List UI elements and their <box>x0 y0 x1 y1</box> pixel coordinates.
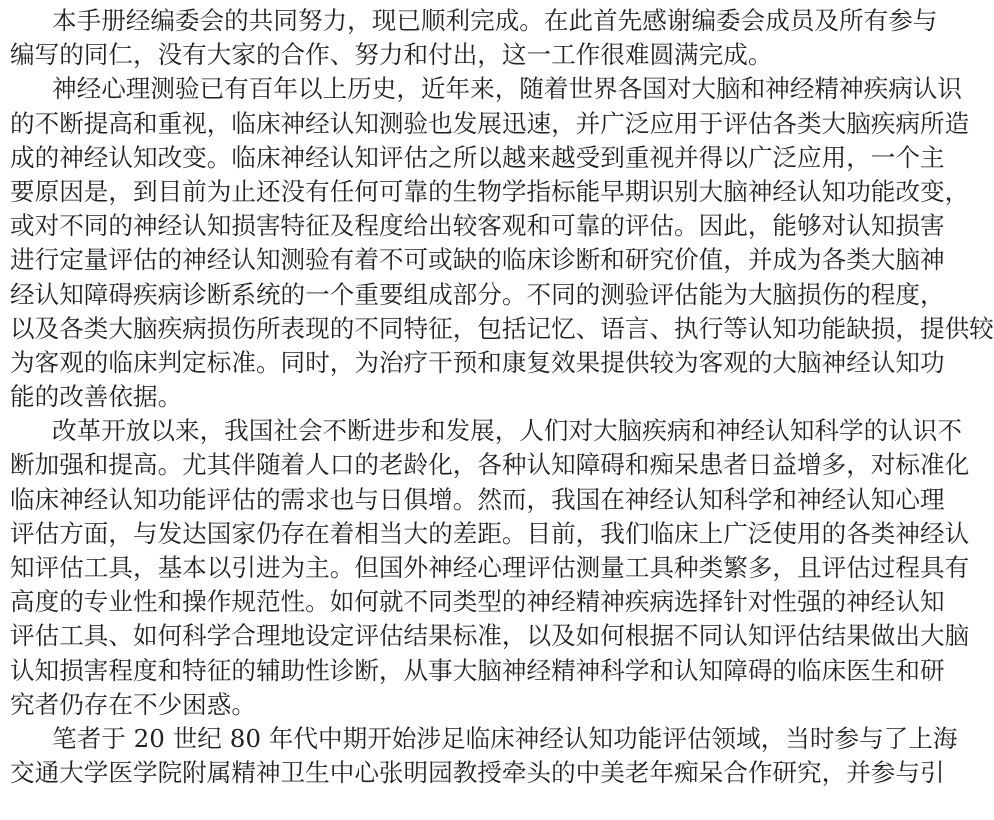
paragraph-reform-development <box>10 414 970 722</box>
text-line: 评估工具、如何科学合理地设定评估结果标准，以及如何根据不同认知评估结果做出大脑 <box>10 621 970 651</box>
text-line: 经认知障碍疾病诊断系统的一个重要组成部分。不同的测验评估能为大脑损伤的程度， <box>10 279 945 309</box>
text-line: 能的改善依据。 <box>10 382 183 412</box>
text-line: 进行定量评估的神经认知测验有着不可或缺的临床诊断和研究价值，并成为各类大脑神 <box>10 245 945 275</box>
text-line: 高度的专业性和操作规范性。如何就不同类型的神经精神疾病选择针对性强的神经认知 <box>10 587 945 617</box>
text-line: 编写的同仁，没有大家的合作、努力和付出，这一工作很难圆满完成。 <box>10 40 773 70</box>
paragraph-author-background <box>10 722 958 790</box>
text-line: 改革开放以来，我国社会不断进步和发展，人们对大脑疾病和神经认知科学的认识不 <box>52 416 962 446</box>
text-line: 认知损害程度和特征的辅助性诊断，从事大脑神经精神科学和认知障碍的临床医生和研 <box>10 655 945 685</box>
text-line: 成的神经认知改变。临床神经认知评估之所以越来越受到重视并得以广泛应用，一个主 <box>10 142 945 172</box>
text-line: 神经心理测验已有百年以上历史，近年来，随着世界各国对大脑和神经精神疾病认识 <box>52 74 962 104</box>
text-line: 交通大学医学院附属精神卫生中心张明园教授牵头的中美老年痴呆合作研究，并参与引 <box>10 758 945 788</box>
text-line: 本手册经编委会的共同努力，现已顺利完成。在此首先感谢编委会成员及所有参与 <box>52 6 938 35</box>
text-line: 或对不同的神经认知损害特征及程度给出较客观和可靠的评估。因此，能够对认知损害 <box>10 211 945 241</box>
paragraph-neuropsych-history <box>10 72 994 414</box>
text-line: 为客观的临床判定标准。同时，为治疗干预和康复效果提供较为客观的大脑神经认知功 <box>10 347 945 377</box>
text-line: 以及各类大脑疾病损伤所表现的不同特征，包括记忆、语言、执行等认知功能缺损，提供较 <box>10 313 994 343</box>
text-line: 的不断提高和重视，临床神经认知测验也发展迅速，并广泛应用于评估各类大脑疾病所造 <box>10 108 970 138</box>
paragraph-acknowledgement <box>10 4 938 72</box>
text-line: 知评估工具，基本以引进为主。但国外神经心理评估测量工具种类繁多，且评估过程具有 <box>10 553 970 582</box>
text-line: 评估方面，与发达国家仍存在着相当大的差距。目前，我们临床上广泛使用的各类神经认 <box>10 518 970 548</box>
text-line: 断加强和提高。尤其伴随着人口的老龄化，各种认知障碍和痴呆患者日益增多，对标准化 <box>10 450 970 480</box>
text-line: 笔者于 20 世纪 80 年代中期开始涉足临床神经认知功能评估领域，当时参与了上海 <box>52 723 958 753</box>
text-line: 临床神经认知功能评估的需求也与日俱增。然而，我国在神经认知科学和神经认知心理 <box>10 484 945 514</box>
text-line: 要原因是，到目前为止还没有任何可靠的生物学指标能早期识别大脑神经认知功能改变， <box>10 176 970 206</box>
text-line: 究者仍存在不少困惑。 <box>10 689 256 719</box>
